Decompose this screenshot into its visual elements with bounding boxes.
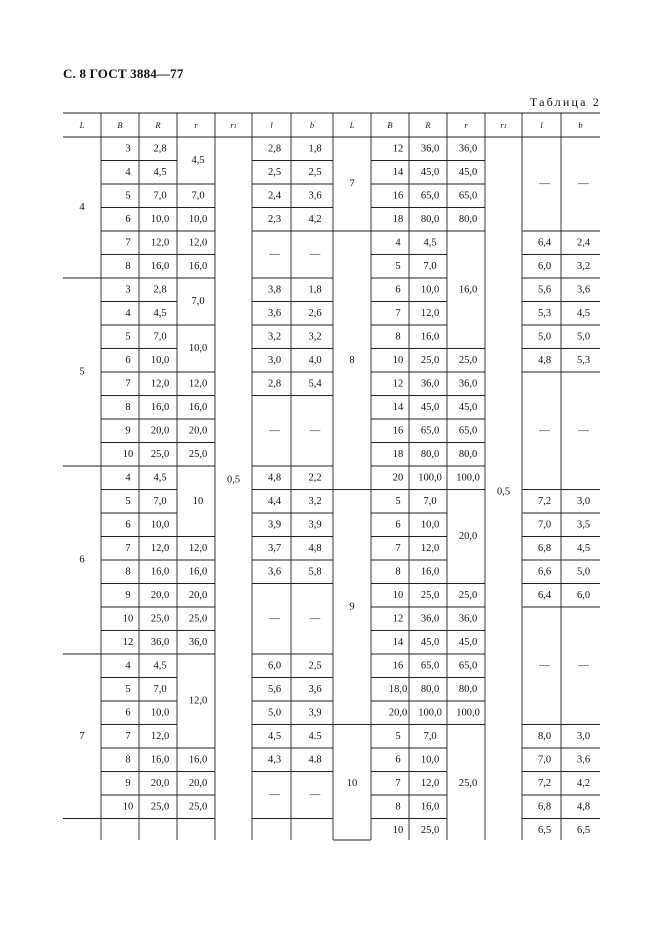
cell-B: 14 (392, 166, 404, 178)
cell-R: 65,0 (420, 425, 440, 437)
cell-B: 10 (122, 801, 134, 813)
cell-r: 100,0 (456, 707, 480, 719)
cell-R: 25,0 (420, 354, 440, 366)
cell-R: 16,0 (420, 566, 440, 578)
cell-R: 16,0 (150, 260, 170, 272)
cell-b: 3,6 (576, 754, 591, 766)
column-header-r: r (464, 120, 468, 130)
cell-R: 10,0 (150, 519, 170, 531)
cell-R: 20,0 (150, 777, 170, 789)
cell-b: 2,4 (576, 237, 591, 249)
cell-R: 12,0 (420, 307, 440, 319)
r1-value-left: 0,5 (226, 474, 241, 486)
cell-l: 6,0 (537, 260, 552, 272)
cell-B: 12 (122, 636, 134, 648)
cell-l: 5,6 (537, 284, 552, 296)
cell-r: 45,0 (458, 166, 478, 178)
cell-b: 3,6 (308, 190, 322, 202)
cell-R: 7,0 (153, 495, 167, 507)
cell-l: — (539, 425, 550, 437)
cell-B: 5 (395, 495, 401, 507)
cell-R: 45,0 (420, 166, 440, 178)
cell-l: 2,5 (267, 166, 282, 178)
column-header-l: l (540, 120, 543, 130)
cell-B: 4 (125, 307, 131, 319)
cell-R: 12,0 (150, 730, 170, 742)
column-header-b: b (309, 120, 315, 130)
cell-B: 20 (392, 472, 404, 484)
cell-l: 4,8 (267, 472, 282, 484)
cell-r: 36,0 (188, 636, 208, 648)
cell-b: 3,6 (308, 683, 322, 695)
cell-B: 4 (125, 472, 131, 484)
cell-l: 4,8 (537, 354, 552, 366)
cell-l: 4,4 (267, 495, 282, 507)
cell-B: 8 (125, 401, 131, 413)
cell-b: 3,5 (576, 519, 591, 531)
cell-r: 7,0 (191, 296, 205, 307)
cell-r: 25,0 (458, 354, 478, 366)
column-header-B: B (387, 120, 393, 130)
cell-b: 5,0 (576, 331, 591, 343)
group-L-value: 10 (346, 777, 358, 789)
cell-B: 10 (122, 448, 134, 460)
cell-R: 36,0 (420, 613, 440, 625)
cell-R: 25,0 (150, 613, 170, 625)
group-L-value: 9 (349, 601, 355, 613)
cell-r: 12,0 (188, 695, 208, 707)
cell-r: 25,0 (188, 613, 208, 625)
cell-R: 25,0 (420, 824, 440, 836)
cell-r: 45,0 (458, 636, 478, 648)
cell-R: 7,0 (153, 683, 167, 695)
r1-value-right: 0,5 (496, 486, 511, 498)
cell-b: — (578, 178, 589, 190)
page-header: С. 8 ГОСТ 3884—77 (63, 66, 184, 81)
cell-R: 10,0 (150, 354, 170, 366)
cell-r: 36,0 (458, 378, 478, 390)
cell-B: 12 (392, 143, 404, 155)
cell-l: 5,3 (537, 307, 552, 319)
cell-l: 3,6 (267, 566, 282, 578)
cell-B: 7 (125, 542, 131, 554)
group-L-value: 4 (79, 202, 85, 213)
cell-B: 5 (395, 730, 401, 742)
cell-B: 6 (125, 707, 131, 719)
cell-r: 25,0 (188, 448, 208, 460)
cell-b: — (309, 613, 321, 625)
cell-r: 20,0 (188, 589, 208, 601)
cell-r: 16,0 (188, 260, 208, 272)
cell-B: 16 (392, 425, 404, 437)
cell-R: 12,0 (150, 378, 170, 390)
cell-B: 6 (125, 354, 131, 366)
cell-R: 25,0 (150, 801, 170, 813)
cell-r: 7,0 (191, 190, 205, 202)
cell-B: 3 (125, 284, 131, 296)
cell-B: 10 (392, 589, 404, 601)
cell-l: 2,8 (267, 143, 282, 155)
cell-B: 4 (125, 660, 131, 672)
cell-l: 3,0 (267, 354, 282, 366)
cell-R: 10,0 (420, 519, 440, 531)
cell-B: 6 (125, 519, 131, 531)
cell-R: 7,0 (153, 331, 167, 343)
cell-b: — (578, 660, 589, 672)
cell-l: 6,6 (537, 566, 552, 578)
cell-b: 3,9 (308, 707, 322, 719)
group-L-value: 8 (349, 354, 355, 366)
cell-B: 14 (392, 401, 404, 413)
cell-R: 36,0 (420, 143, 440, 155)
column-header-l: l (270, 120, 273, 130)
cell-R: 20,0 (150, 589, 170, 601)
cell-B: 18 (392, 448, 404, 460)
cell-r: 65,0 (458, 660, 478, 672)
cell-r: 10,0 (188, 343, 208, 354)
cell-B: 7 (395, 307, 401, 319)
cell-B: 3 (125, 143, 131, 155)
cell-b: 4,5 (576, 542, 591, 554)
cell-b: — (309, 789, 321, 801)
cell-R: 36,0 (420, 378, 440, 390)
cell-B: 5 (125, 683, 131, 695)
cell-B: 18 (392, 213, 404, 225)
cell-R: 25,0 (420, 589, 440, 601)
group-L-value: 6 (79, 554, 85, 566)
cell-b: 4.5 (308, 730, 322, 742)
cell-R: 80,0 (420, 683, 440, 695)
cell-B: 7 (125, 237, 131, 249)
column-header-r1: $r_1$ (500, 120, 507, 130)
cell-b: 3,6 (576, 284, 591, 296)
column-header-r1: $r_1$ (230, 120, 237, 130)
cell-l: — (269, 613, 280, 625)
cell-b: 3,2 (308, 331, 322, 343)
cell-R: 16,0 (420, 331, 440, 343)
cell-r: 100,0 (456, 472, 480, 484)
cell-b: 4,0 (308, 354, 322, 366)
cell-B: 10 (392, 824, 404, 836)
cell-r: 12,0 (188, 378, 208, 390)
cell-l: 6,0 (267, 660, 282, 672)
cell-R: 10,0 (420, 284, 440, 296)
cell-b: 5,3 (576, 354, 591, 366)
column-header-L: L (79, 120, 85, 130)
cell-B: 8 (395, 566, 401, 578)
cell-R: 25,0 (150, 448, 170, 460)
cell-B: 5 (125, 190, 131, 202)
cell-R: 16,0 (150, 401, 170, 413)
cell-r: 45,0 (458, 401, 478, 413)
cell-b: 5,8 (308, 566, 322, 578)
column-header-L: L (349, 120, 355, 130)
cell-b: 2,6 (308, 307, 322, 319)
cell-B: 6 (395, 519, 401, 531)
cell-r: 12,0 (188, 237, 208, 249)
cell-r: 16,0 (188, 566, 208, 578)
cell-r: 80,0 (458, 448, 478, 460)
cell-b: 6,5 (576, 824, 591, 836)
cell-R: 2,8 (153, 143, 167, 155)
cell-r: 4,5 (191, 155, 205, 166)
cell-l: 7,0 (537, 519, 552, 531)
cell-R: 100,0 (418, 707, 442, 719)
cell-R: 4,5 (423, 237, 437, 249)
cell-B: 5 (125, 331, 131, 343)
cell-R: 4,5 (153, 660, 167, 672)
cell-l: 3,6 (267, 307, 282, 319)
cell-b: 5,4 (308, 378, 322, 390)
cell-B: 8 (125, 566, 131, 578)
cell-R: 7,0 (153, 190, 167, 202)
cell-B: 6 (125, 213, 131, 225)
cell-R: 45,0 (420, 401, 440, 413)
cell-b: 2,5 (308, 660, 322, 672)
cell-R: 65,0 (420, 190, 440, 202)
cell-R: 12,0 (150, 237, 170, 249)
cell-l: 6,4 (537, 237, 552, 249)
cell-l: 6,4 (537, 589, 552, 601)
cell-b: 3,2 (308, 495, 322, 507)
cell-r: 80,0 (458, 213, 478, 225)
column-header-B: B (117, 120, 123, 130)
cell-b: 4,2 (576, 777, 591, 789)
cell-b: 3,2 (576, 260, 591, 272)
cell-l: 3,7 (267, 542, 282, 554)
cell-B: 9 (125, 425, 131, 437)
cell-R: 20,0 (150, 425, 170, 437)
cell-B: 16 (392, 190, 404, 202)
cell-b: 3,0 (576, 495, 591, 507)
cell-B: 20,0 (388, 707, 408, 719)
cell-R: 45,0 (420, 636, 440, 648)
table-caption: Таблица 2 (529, 95, 601, 109)
cell-R: 4,5 (153, 472, 167, 484)
cell-l: 7,0 (537, 754, 552, 766)
cell-R: 12,0 (150, 542, 170, 554)
cell-r: 12,0 (188, 542, 208, 554)
cell-l: — (269, 249, 280, 260)
cell-R: 4,5 (153, 307, 167, 319)
cell-r: 25,0 (458, 777, 478, 789)
cell-l: 6,8 (537, 801, 552, 813)
cell-l: — (269, 425, 280, 437)
cell-r: 20,0 (188, 425, 208, 437)
cell-R: 12,0 (420, 542, 440, 554)
cell-r: 65,0 (458, 190, 478, 202)
cell-b: 3,0 (576, 730, 591, 742)
cell-b: 4,8 (308, 542, 322, 554)
cell-B: 7 (125, 378, 131, 390)
cell-B: 10 (392, 354, 404, 366)
column-header-r: r (194, 120, 198, 130)
cell-l: 2,8 (267, 378, 282, 390)
cell-B: 10 (122, 613, 134, 625)
cell-R: 12,0 (420, 777, 440, 789)
cell-r: 36,0 (458, 613, 478, 625)
cell-l: 4,3 (267, 754, 282, 766)
cell-r: 65,0 (458, 425, 478, 437)
cell-r: 16,0 (458, 284, 478, 296)
cell-B: 4 (395, 237, 401, 249)
cell-l: 5,6 (267, 683, 282, 695)
cell-R: 16,0 (420, 801, 440, 813)
cell-R: 16,0 (150, 566, 170, 578)
cell-R: 16,0 (150, 754, 170, 766)
cell-b: — (309, 249, 321, 260)
cell-l: 4,5 (267, 730, 282, 742)
cell-B: 9 (125, 589, 131, 601)
cell-b: 1,8 (308, 143, 322, 155)
cell-B: 8 (395, 801, 401, 813)
cell-b: 4,5 (576, 307, 591, 319)
cell-l: 6,8 (537, 542, 552, 554)
cell-l: — (539, 660, 550, 672)
cell-b: — (578, 425, 589, 437)
cell-r: 36,0 (458, 143, 478, 155)
cell-B: 5 (125, 495, 131, 507)
cell-l: 7,2 (537, 495, 552, 507)
cell-l: — (269, 789, 280, 801)
cell-r: 10,0 (188, 213, 208, 225)
cell-b: 2,5 (308, 166, 322, 178)
cell-B: 7 (395, 777, 401, 789)
cell-b: 6,0 (576, 589, 591, 601)
cell-l: — (539, 178, 550, 190)
cell-B: 12 (392, 378, 404, 390)
cell-B: 7 (395, 542, 401, 554)
cell-R: 10,0 (150, 707, 170, 719)
group-L-value: 7 (349, 178, 355, 190)
cell-B: 5 (395, 260, 401, 272)
cell-B: 4 (125, 166, 131, 178)
cell-r: 25,0 (188, 801, 208, 813)
cell-b: — (309, 425, 321, 437)
cell-l: 3,9 (267, 519, 282, 531)
cell-R: 7,0 (423, 260, 437, 272)
cell-B: 6 (395, 754, 401, 766)
cell-b: 5,0 (576, 566, 591, 578)
cell-l: 2,4 (267, 190, 282, 202)
cell-r: 10 (192, 495, 204, 507)
cell-b: 3,9 (308, 519, 322, 531)
cell-b: 4,2 (308, 213, 322, 225)
cell-R: 10,0 (420, 754, 440, 766)
cell-R: 7,0 (423, 730, 437, 742)
cell-r: 20,0 (458, 531, 478, 542)
group-L-value: 5 (79, 366, 85, 378)
cell-l: 2,3 (267, 213, 282, 225)
cell-B: 8 (125, 260, 131, 272)
cell-l: 8,0 (537, 730, 552, 742)
cell-R: 4,5 (153, 166, 167, 178)
cell-l: 7,2 (537, 777, 552, 789)
cell-R: 7,0 (423, 495, 437, 507)
cell-R: 10,0 (150, 213, 170, 225)
cell-B: 18,0 (388, 683, 408, 695)
cell-r: 20,0 (188, 777, 208, 789)
cell-b: 2,2 (308, 472, 322, 484)
cell-b: 1,8 (308, 284, 322, 296)
cell-r: 16,0 (188, 754, 208, 766)
column-header-R: R (155, 120, 161, 130)
cell-B: 7 (125, 730, 131, 742)
cell-B: 9 (125, 777, 131, 789)
group-L-value: 7 (79, 730, 85, 742)
cell-b: 4,8 (576, 801, 591, 813)
cell-r: 25,0 (458, 589, 478, 601)
cell-R: 65,0 (420, 660, 440, 672)
cell-r: 16,0 (188, 401, 208, 413)
cell-B: 6 (395, 284, 401, 296)
cell-l: 3,8 (267, 284, 282, 296)
cell-R: 80,0 (420, 213, 440, 225)
cell-r: 80,0 (458, 683, 478, 695)
cell-R: 80,0 (420, 448, 440, 460)
column-header-R: R (425, 120, 431, 130)
cell-l: 5,0 (267, 707, 282, 719)
cell-B: 16 (392, 660, 404, 672)
cell-B: 12 (392, 613, 404, 625)
cell-l: 6,5 (537, 824, 552, 836)
cell-b: 4.8 (308, 754, 322, 766)
cell-B: 8 (395, 331, 401, 343)
cell-l: 3,2 (267, 331, 282, 343)
cell-R: 100,0 (418, 472, 442, 484)
column-header-b: b (578, 120, 583, 130)
cell-l: 5,0 (537, 331, 552, 343)
cell-B: 8 (125, 754, 131, 766)
cell-B: 14 (392, 636, 404, 648)
cell-R: 36,0 (150, 636, 170, 648)
cell-R: 2,8 (153, 284, 167, 296)
